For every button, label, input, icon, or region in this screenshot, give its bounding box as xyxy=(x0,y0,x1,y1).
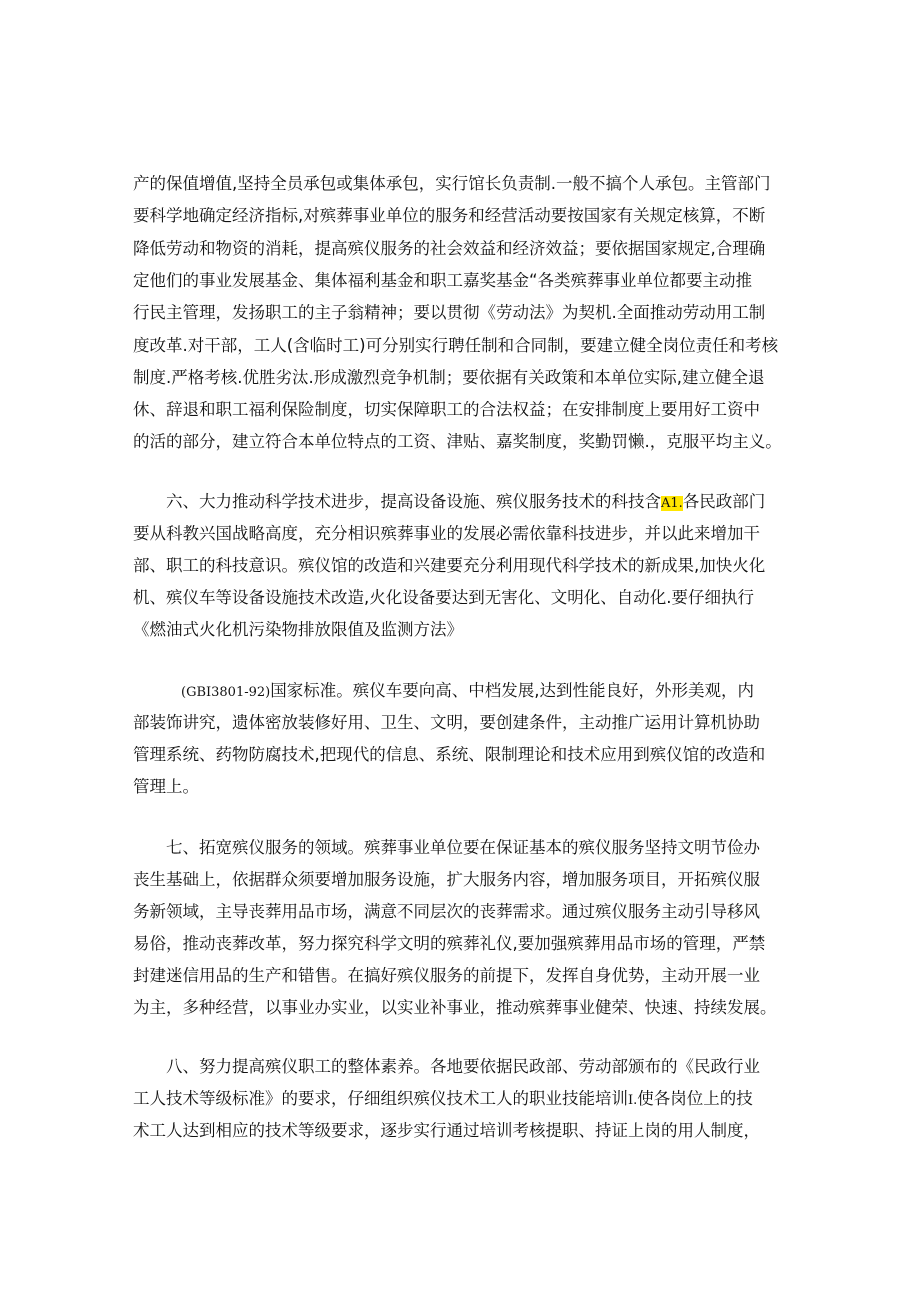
text-line: 术工人达到相应的技术等级要求，逐步实行通过培训考核提职、持证上岗的用人制度， xyxy=(133,1121,760,1140)
text-line: 行民主管理，发扬职工的主子翁精神；要以贯彻《劳动法》为契机.全面推动劳动用工制 xyxy=(133,303,766,322)
text-span: 工人技术等级标准》的要求，仔细组织殡仪技术工人的职业技能培训 xyxy=(133,1089,628,1108)
text-line: 务新领域，主导丧葬用品市场，满意不同层次的丧葬需求。通过殡仪服务主动引导移风 xyxy=(133,902,760,921)
text-line: 的活的部分，建立符合本单位特点的工资、津贴、嘉奖制度，奖勤罚懒.，克服平均主义。 xyxy=(133,432,782,451)
text-line: 为主，多种经营，以事业办实业，以实业补事业，推动殡葬事业健荣、快速、持续发展。 xyxy=(133,998,777,1017)
text-span: 使各岗位上的技 xyxy=(637,1089,753,1108)
text-line: 机、殡仪车等设备设施技术改造,火化设备要达到无害化、文明化、自动化.要仔细执行 xyxy=(133,588,754,607)
text-line: 《燃油式火化机污染物排放限值及监测方法》 xyxy=(133,620,463,639)
text-line: 要科学地确定经济指标,对殡葬事业单位的服务和经营活动要按国家有关规定核算，不断 xyxy=(133,206,766,225)
text-line: 产的保值增值,坚持全员承包或集体承包，实行馆长负责制.一般不搞个人承包。主管部门 xyxy=(133,174,771,193)
text-line xyxy=(133,1083,793,1115)
text-line xyxy=(166,486,793,518)
text-line: 要从科教兴国战略高度，充分相识殡葬事业的发展必需依靠科技进步，并以此来增加干 xyxy=(133,524,760,543)
text-line: 度改革.对干部，工人(含临时工)可分别实行聘任制和合同制，要建立健全岗位责任和考核 xyxy=(133,336,779,355)
text-line: 休、辞退和职工福利保险制度，切实保障职工的合法权益；在安排制度上要用好工资中 xyxy=(133,400,760,419)
text-line xyxy=(181,675,793,707)
text-line: 部、职工的科技意识。殡仪馆的改造和兴建要充分利用现代科学技术的新成果,加快火化 xyxy=(133,556,766,575)
text-span: I. xyxy=(628,1093,638,1108)
text-line: 七、拓宽殡仪服务的领域。殡葬事业单位要在保证基本的殡仪服务坚持文明节俭办 xyxy=(166,838,760,857)
text-span: 国家标准。殡仪车要向高、中档发展,达到性能良好，外形美观，内 xyxy=(270,681,754,700)
text-line: 八、努力提高殡仪职工的整体素养。各地要依据民政部、劳动部颁布的《民政行业 xyxy=(166,1057,760,1076)
text-line: 降低劳动和物资的消耗，提高殡仪服务的社会效益和经济效益；要依据国家规定,合理确 xyxy=(133,239,766,258)
text-span: 六、大力推动科学技术进步，提高设备设施、殡仪服务技术的科技含 xyxy=(166,492,661,511)
text-span: 各民政部门 xyxy=(682,492,766,511)
standard-code: (GBI3801-92) xyxy=(181,685,271,700)
highlighted-text: A1. xyxy=(661,496,683,511)
text-line: 管理上。 xyxy=(133,777,199,796)
text-line: 管理系统、药物防腐技术,把现代的信息、系统、限制理论和技术应用到殡仪馆的改造和 xyxy=(133,745,766,764)
text-line: 丧生基础上，依据群众须要增加服务设施，扩大服务内容，增加服务项目，开拓殡仪服 xyxy=(133,870,760,889)
text-line: 易俗，推动丧葬改革，努力探究科学文明的殡葬礼仪,要加强殡葬用品市场的管理，严禁 xyxy=(133,934,766,953)
text-line: 制度.严格考核.优胜劣汰.形成激烈竞争机制；要依据有关政策和本单位实际,建立健全退 xyxy=(133,368,765,387)
text-line: 定他们的事业发展基金、集体福利基金和职工嘉奖基金“各类殡葬事业单位都要主动推 xyxy=(133,271,753,290)
text-line: 封建迷信用品的生产和错售。在搞好殡仪服务的前提下，发挥自身优势，主动开展一业 xyxy=(133,966,760,985)
text-line: 部装饰讲究，遗体密放装修好用、卫生、文明，要创建条件，主动推广运用计算机协助 xyxy=(133,713,760,732)
